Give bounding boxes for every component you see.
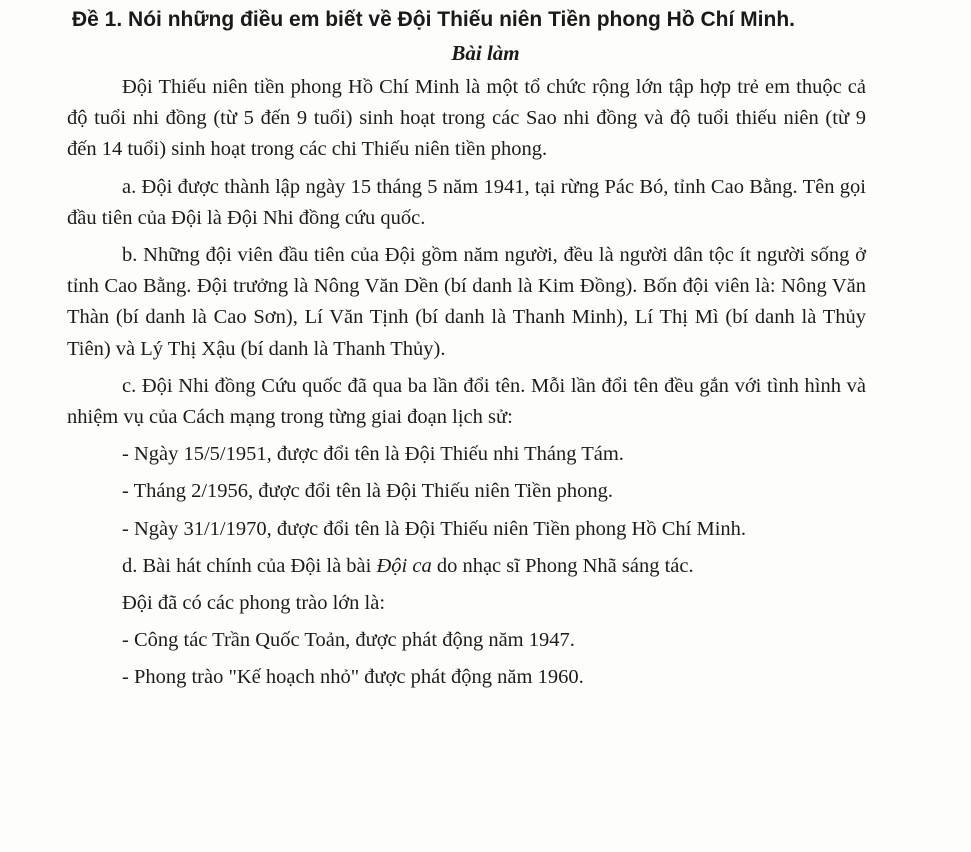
section-heading: Bài làm [451,41,520,65]
movement-item-1: - Công tác Trần Quốc Toản, được phát động năm 1947. [122,629,575,652]
paragraph-d-before: d. Bài hát chính của Đội là bài [122,554,377,577]
intro-paragraph: Đội Thiếu niên tiền phong Hồ Chí Minh là một tổ chức rộng lớn tập hợp trẻ em thuộc cả độ tuổi nhi đồng (từ 5 đến 9 tuổi) sinh hoạt trong các Sao nhi đồng và độ tuổi thiếu niên (từ 9 đến 14 tuổi) sinh hoạt trong các chi Thiếu niên tiền phong. [67,76,866,161]
paragraph-a: a. Đội được thành lập ngày 15 tháng 5 năm 1941, tại rừng Pác Bó, tỉnh Cao Bằng. Tên gọi đầu tiên của Đội là Đội Nhi đồng cứu quốc. [67,175,866,229]
song-title: Đội ca [376,554,432,577]
rename-item-2: - Tháng 2/1956, được đổi tên là Đội Thiếu niên Tiền phong. [122,480,613,503]
essay-body [67,72,866,694]
paragraph-d [67,551,866,582]
paragraph-d-after: do nhạc sĩ Phong Nhã sáng tác. [431,554,694,577]
movements-intro: Đội đã có các phong trào lớn là: [122,592,386,615]
rename-item-3: - Ngày 31/1/1970, được đổi tên là Đội Thiếu niên Tiền phong Hồ Chí Minh. [122,517,747,540]
exercise-title: Đề 1. Nói những điều em biết về Đội Thiếu niên Tiền phong Hồ Chí Minh. [72,8,795,31]
paragraph-c: c. Đội Nhi đồng Cứu quốc đã qua ba lần đổi tên. Mỗi lần đổi tên đều gắn với tình hình và nhiệm vụ của Cách mạng trong từng giai đoạn lịch sử: [67,374,866,429]
paragraph-b: b. Những đội viên đầu tiên của Đội gồm năm người, đều là người dân tộc ít người sống ở tỉnh Cao Bằng. Đội trưởng là Nông Văn Dền (bí danh là Kim Đồng). Bốn đội viên là: Nông Văn Thàn (bí danh là Cao Sơn), Lí Văn Tịnh (bí danh là Thanh Minh), Lí Thị Mì (bí danh là Thủy Tiên) và Lý Thị Xậu (bí danh là Thanh Thủy). [67,244,866,360]
rename-item-1: - Ngày 15/5/1951, được đổi tên là Đội Thiếu nhi Tháng Tám. [122,443,624,466]
movement-item-2: - Phong trào "Kế hoạch nhỏ" được phát động năm 1960. [122,666,584,689]
